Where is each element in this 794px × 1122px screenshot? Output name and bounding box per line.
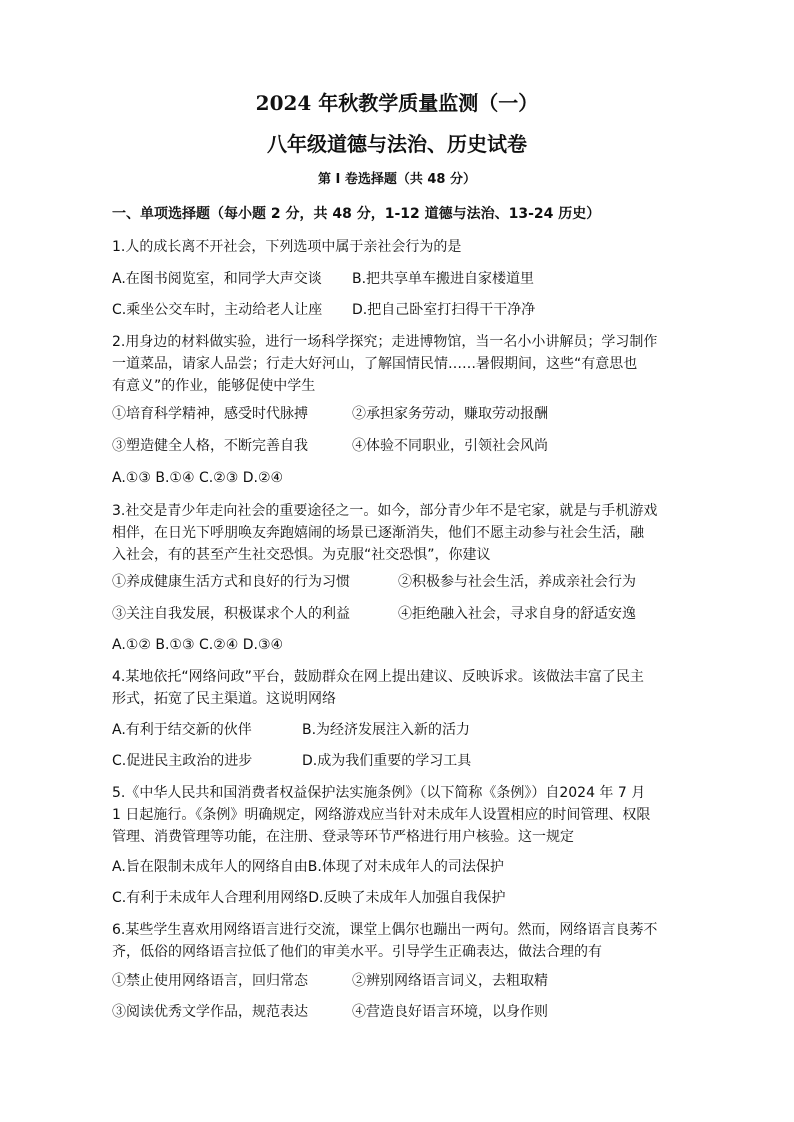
q2-statement-1: ①培育科学精神，感受时代脉搏 <box>112 406 308 422</box>
q3-statement-2: ②积极参与社会生活，养成亲社会行为 <box>398 574 636 590</box>
q3-stem-line1: 3.社交是青少年走向社会的重要途径之一。如今，部分青少年不是宅家，就是与手机游戏 <box>112 503 658 519</box>
q1-stem: 1.人的成长离不开社会，下列选项中属于亲社会行为的是 <box>112 239 462 255</box>
q4-option-a: A.有利于结交新的伙伴 <box>112 722 252 738</box>
q4-stem-line2: 形式，拓宽了民主渠道。这说明网络 <box>112 691 336 707</box>
section-heading: 第 I 卷选择题（共 48 分） <box>317 172 477 187</box>
q4-option-b: B.为经济发展注入新的活力 <box>302 722 471 738</box>
q2-stem-line1: 2.用身边的材料做实验，进行一场科学探究；走进博物馆，当一名小小讲解员；学习制作 <box>112 334 658 350</box>
q2-statement-2: ②承担家务劳动，赚取劳动报酬 <box>352 406 548 422</box>
q1-option-a: A.在图书阅览室，和同学大声交谈 <box>112 271 322 287</box>
q5-options-line2: C.有利于未成年人合理利用网络D.反映了未成年人加强自我保护 <box>112 890 506 906</box>
q5-stem-line1: 5.《中华人民共和国消费者权益保护法实施条例》（以下简称《条例》）自2024 年 7 月 <box>112 785 646 801</box>
part-heading: 一、单项选择题（每小题 2 分，共 48 分，1-12 道德与法治、13-24 历史） <box>112 206 601 222</box>
exam-title: 2024 年秋教学质量监测（一） <box>255 91 539 115</box>
q6-statement-1: ①禁止使用网络语言，回归常态 <box>112 973 308 989</box>
q6-statement-4: ④营造良好语言环境，以身作则 <box>352 1004 548 1020</box>
exam-subtitle: 八年级道德与法治、历史试卷 <box>267 132 527 156</box>
q4-option-d: D.成为我们重要的学习工具 <box>302 753 472 769</box>
q1-option-c: C.乘坐公交车时，主动给老人让座 <box>112 302 323 318</box>
q1-option-b: B.把共享单车搬进自家楼道里 <box>352 271 535 287</box>
q5-stem-line2: 1 日起施行。《条例》明确规定，网络游戏应当针对未成年人设置相应的时间管理、权限 <box>112 807 651 823</box>
q3-answer-options: A.①② B.①③ C.②④ D.③④ <box>112 637 284 653</box>
q2-stem-line3: 有意义”的作业，能够促使中学生 <box>112 378 316 394</box>
q1-option-d: D.把自己卧室打扫得干干净净 <box>352 302 536 318</box>
q3-statement-4: ④拒绝融入社会，寻求自身的舒适安逸 <box>398 606 636 622</box>
q4-option-c: C.促进民主政治的进步 <box>112 753 253 769</box>
q6-statement-2: ②辨别网络语言词义，去粗取精 <box>352 973 548 989</box>
q6-statement-3: ③阅读优秀文学作品，规范表达 <box>112 1004 308 1020</box>
q5-stem-line3: 管理、消费管理等功能，在注册、登录等环节严格进行用户核验。这一规定 <box>112 829 574 845</box>
q2-statement-4: ④体验不同职业，引领社会风尚 <box>352 438 548 454</box>
q3-statement-3: ③关注自我发展，积极谋求个人的利益 <box>112 606 350 622</box>
q3-stem-line3: 入社会，有的甚至产生社交恐惧。为克服“社交恐惧”，你建议 <box>112 547 491 563</box>
q2-statement-3: ③塑造健全人格，不断完善自我 <box>112 438 308 454</box>
q3-statement-1: ①养成健康生活方式和良好的行为习惯 <box>112 574 350 590</box>
q2-answer-options: A.①③ B.①④ C.②③ D.②④ <box>112 470 284 486</box>
q4-stem-line1: 4.某地依托“网络问政”平台，鼓励群众在网上提出建议、反映诉求。该做法丰富了民主 <box>112 669 644 685</box>
q2-stem-line2: 一道菜品，请家人品尝；行走大好河山，了解国情民情……暑假期间，这些“有意思也 <box>112 356 638 372</box>
q3-stem-line2: 相伴，在日光下呼朋唤友奔跑嬉闹的场景已逐渐消失，他们不愿主动参与社会生活，融 <box>112 525 644 541</box>
q6-stem-line2: 齐，低俗的网络语言拉低了他们的审美水平。引导学生正确表达，做法合理的有 <box>112 944 602 960</box>
q5-options-line1: A.旨在限制未成年人的网络自由B.体现了对未成年人的司法保护 <box>112 859 504 875</box>
q6-stem-line1: 6.某些学生喜欢用网络语言进行交流，课堂上偶尔也蹦出一两句。然而，网络语言良莠不 <box>112 922 658 938</box>
